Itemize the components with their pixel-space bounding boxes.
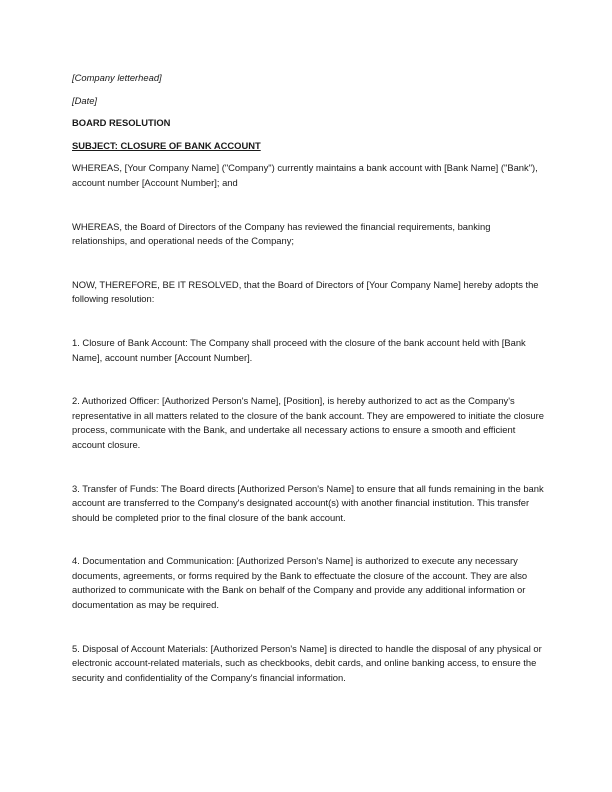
resolved-paragraph: NOW, THEREFORE, BE IT RESOLVED, that the Board of Directors of [Your Company Name] hereby adopts the following resolution: <box>72 278 539 305</box>
document-page <box>72 71 544 685</box>
document-subject: SUBJECT: CLOSURE OF BANK ACCOUNT <box>72 139 261 151</box>
resolution-item-1: 1. Closure of Bank Account: The Company shall proceed with the closure of the bank account held with [Bank Name], account number [Account Number]. <box>72 336 526 363</box>
resolution-item-4: 4. Documentation and Communication: [Authorized Person's Name] is authorized to execute any necessary documents, agreements, or forms required by the Bank to effectuate the closure of the account. They are also authorized to communicate with the Bank on behalf of the Company and provide any additional information or documentation as may be required. <box>72 555 528 611</box>
whereas-paragraph-2: WHEREAS, the Board of Directors of the Company has reviewed the financial requirements, banking relationships, and operational needs of the Company; <box>72 220 491 247</box>
resolution-item-5: 5. Disposal of Account Materials: [Authorized Person's Name] is directed to handle the disposal of any physical or electronic account-related materials, such as checkbooks, debit cards, and online banking access, to ensure the security and confidentiality of the Company's financial information. <box>72 642 542 683</box>
document-title: BOARD RESOLUTION <box>72 117 171 129</box>
resolution-item-2: 2. Authorized Officer: [Authorized Person's Name], [Position], is hereby authorized to act as the Company's representative in all matters related to the closure of the bank account. They are empowered to initiate the closure process, communicate with the Bank, and undertake all necessary actions to ensure a smooth and efficient account closure. <box>72 395 544 450</box>
company-letterhead: [Company letterhead] <box>72 72 162 83</box>
whereas-paragraph-1: WHEREAS, [Your Company Name] ("Company") currently maintains a bank account with [Bank Name] ("Bank"), account number [Account Number]; and <box>72 162 538 188</box>
resolution-item-3: 3. Transfer of Funds: The Board directs [Authorized Person's Name] to ensure that all funds remaining in the bank account are transferred to the Company's designated account(s) with another financial institution. This transfer should be completed prior to the final closure of the bank account. <box>72 482 544 523</box>
date-placeholder: [Date] <box>72 94 98 106</box>
